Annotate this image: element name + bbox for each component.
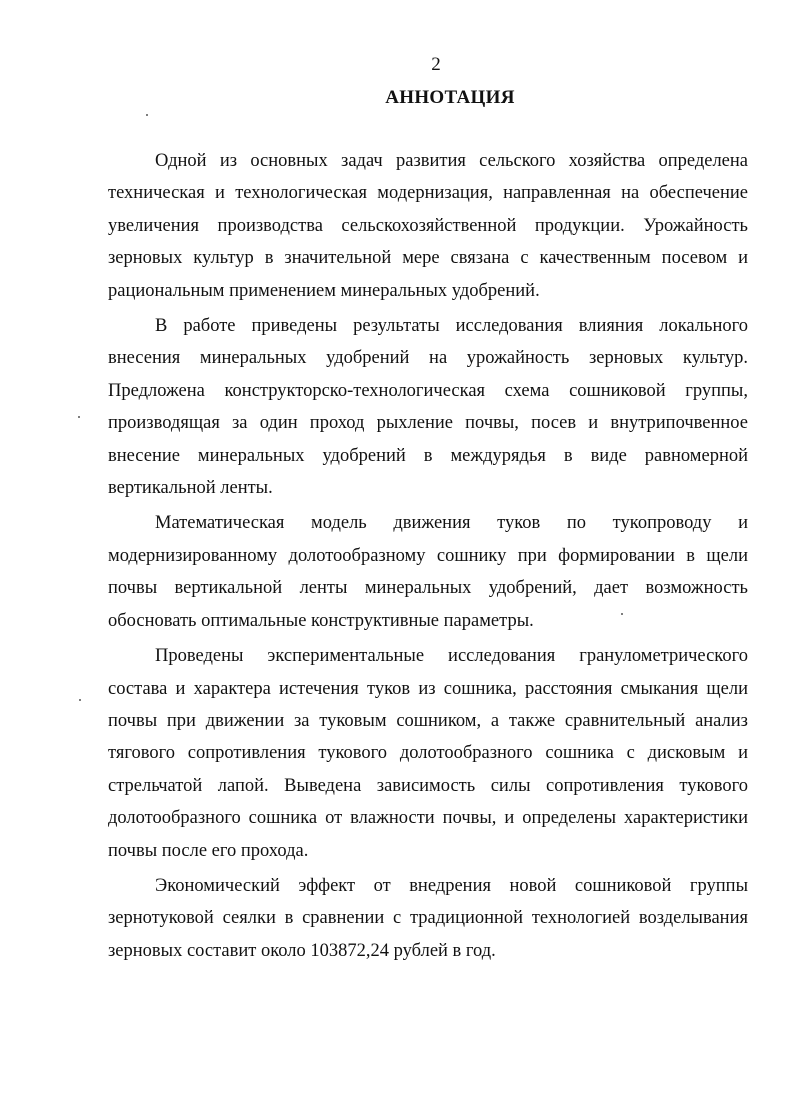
- scan-speck: [621, 613, 623, 615]
- scan-speck: [146, 114, 148, 116]
- paragraph-math-model: Математическая модель движения туков по тукопроводу и модернизированному долотообразному сошнику при формировании в щели почвы вертикальной ленты минеральных удобрений, дает возможность обосновать оптимальные конструктивные параметры.: [108, 513, 748, 631]
- page-number: 2: [431, 54, 441, 75]
- paragraph-experiments: Проведены экспериментальные исследования гранулометрического состава и характера истечения туков из сошника, расстояния смыкания щели почвы при движении за туковым сошником, а также сравнительный анализ тягового сопротивления тукового долотообразного сошника с дисковым и стрельчатой лапой. Выведена зависимость силы сопротивления тукового долотообразного сошника от влажности почвы, и определены характеристики почвы после его прохода.: [108, 646, 748, 861]
- scan-speck: [79, 699, 81, 701]
- body-text: [108, 145, 748, 970]
- page-title: АННОТАЦИЯ: [385, 87, 515, 108]
- paragraph-work-results: В работе приведены результаты исследования влияния локального внесения минеральных удобрений на урожайность зерновых культур. Предложена конструкторско-технологическая схема сошниковой группы, производящая за один проход рыхление почвы, посев и внутрипочвенное внесение минеральных удобрений в междурядья в виде равномерной вертикальной ленты.: [108, 316, 748, 499]
- paragraph-intro: Одной из основных задач развития сельского хозяйства определена техническая и технологическая модернизация, направленная на обеспечение увеличения производства сельскохозяйственной продукции. Урожайность зерновых культур в значительной мере связана с качественным посевом и рациональным применением минеральных удобрений.: [108, 151, 748, 301]
- paragraph-economic-effect: Экономический эффект от внедрения новой сошниковой группы зернотуковой сеялки в сравнении с традиционной технологией возделывания зерновых составит около 103872,24 рублей в год.: [108, 875, 748, 961]
- scan-speck: [78, 416, 80, 418]
